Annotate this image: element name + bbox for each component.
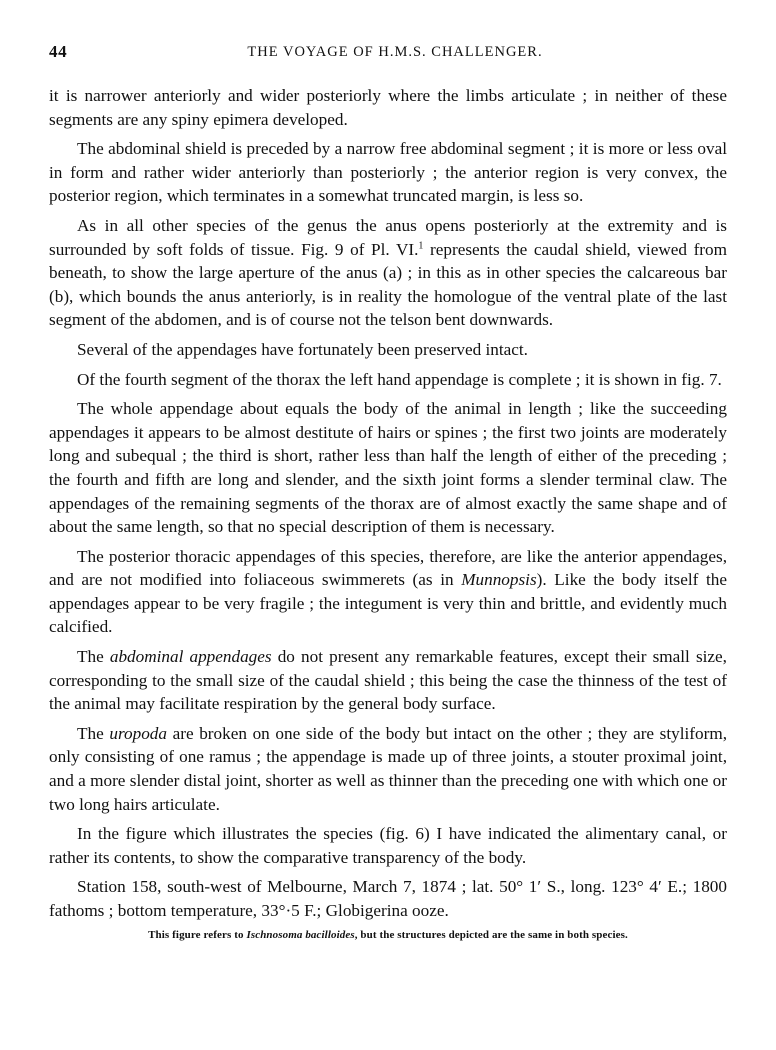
paragraph-5: Of the fourth segment of the thorax the left hand appendage is complete ; it is shown in fig. 7. bbox=[77, 369, 722, 389]
paragraph-8-italic: abdominal appendages bbox=[109, 647, 272, 667]
paragraph-4: Several of the appendages have fortunately been preserved intact. bbox=[77, 339, 528, 359]
page-header bbox=[49, 40, 727, 70]
paragraph-1: it is narrower anteriorly and wider posteriorly where the limbs articulate ; in neither of these segments are any spiny epimera developed. bbox=[49, 86, 727, 129]
paragraph-9-italic: uropoda bbox=[109, 723, 167, 743]
document-page bbox=[49, 40, 727, 941]
paragraph-9-text-a: The bbox=[77, 723, 110, 743]
page-number: 44 bbox=[49, 42, 68, 61]
footnote-text-a: This figure refers to bbox=[148, 928, 247, 941]
paragraph-8-text-a: The bbox=[77, 647, 110, 667]
footnote-marker: 1 bbox=[418, 239, 424, 251]
paragraph-7-italic: Munnopsis bbox=[461, 570, 537, 590]
paragraph-8-text-b: do not present any remarkable features, except their small size, corresponding to the small size of the caudal shield ; this being the case the thinness of the test of the animal may facilitate respiration by the general body surface. bbox=[49, 647, 727, 714]
paragraph-3-text-b: represents the caudal shield, viewed from beneath, to show the large aperture of the anus (a) ; in this as in other species the calcareous bar (b), which bounds the anus anteriorly, is in reality the homologue of the ventral plate of the last segment of the abdomen, and is of course not the telson bent downwards. bbox=[49, 239, 727, 330]
paragraph-6: The whole appendage about equals the body of the animal in length ; like the succeeding appendages it appears to be almost destitute of hairs or spines ; the first two joints are moderately long and subequal ; the third is short, rather less than half the length of either of the preceding ; the fourth and fifth are long and slender, and the sixth joint forms a slender terminal claw. The appendages of the remaining segments of the thorax are of almost exactly the same shape and of about the same length, so that no special description of them is necessary. bbox=[49, 399, 727, 537]
paragraph-7-text-b: ). Like the body itself the appendages appear to be very fragile ; the integument is very thin and brittle, and evidently much calcified. bbox=[49, 570, 727, 637]
paragraph-8 bbox=[49, 645, 727, 716]
paragraph-3 bbox=[49, 214, 727, 332]
running-title: THE VOYAGE OF H.M.S. CHALLENGER. bbox=[247, 44, 543, 60]
body-text bbox=[49, 84, 727, 923]
paragraph-9-text-b: are broken on one side of the body but intact on the other ; they are styliform, only consisting of one ramus ; the appendage is made up of three joints, a stouter proximal joint, and a more slender distal joint, shorter as well as thinner than the preceding one with which one or two long hairs articulate. bbox=[49, 723, 727, 814]
footnote-text-b: , but the structures depicted are the same in both species. bbox=[354, 928, 628, 941]
paragraph-2: The abdominal shield is preceded by a narrow free abdominal segment ; it is more or less oval in form and rather wider anteriorly than posteriorly ; the anterior region is very convex, the posterior region, which terminates in a somewhat truncated margin, is less so. bbox=[49, 139, 727, 206]
footnote-italic: Ischnosoma bacilloides bbox=[246, 928, 355, 941]
paragraph-3-text-a: As in all other species of the genus the anus opens posteriorly at the extremity and is surrounded by soft folds of tissue. Fig. 9 of Pl. VI. bbox=[49, 215, 727, 259]
footnote bbox=[49, 929, 727, 941]
paragraph-10: In the figure which illustrates the species (fig. 6) I have indicated the alimentary canal, or rather its contents, to show the comparative transparency of the body. bbox=[49, 824, 727, 867]
station-record: Station 158, south-west of Melbourne, March 7, 1874 ; lat. 50° 1′ S., long. 123° 4′ E.; 1800 fathoms ; bottom temperature, 33°·5 F.; Globigerina ooze. bbox=[49, 877, 727, 920]
paragraph-9 bbox=[49, 722, 727, 816]
paragraph-7-text-a: The posterior thoracic appendages of this species, therefore, are like the anterior appendages, and are not modified into foliaceous swimmerets (as in bbox=[49, 546, 727, 590]
paragraph-7 bbox=[49, 545, 727, 639]
